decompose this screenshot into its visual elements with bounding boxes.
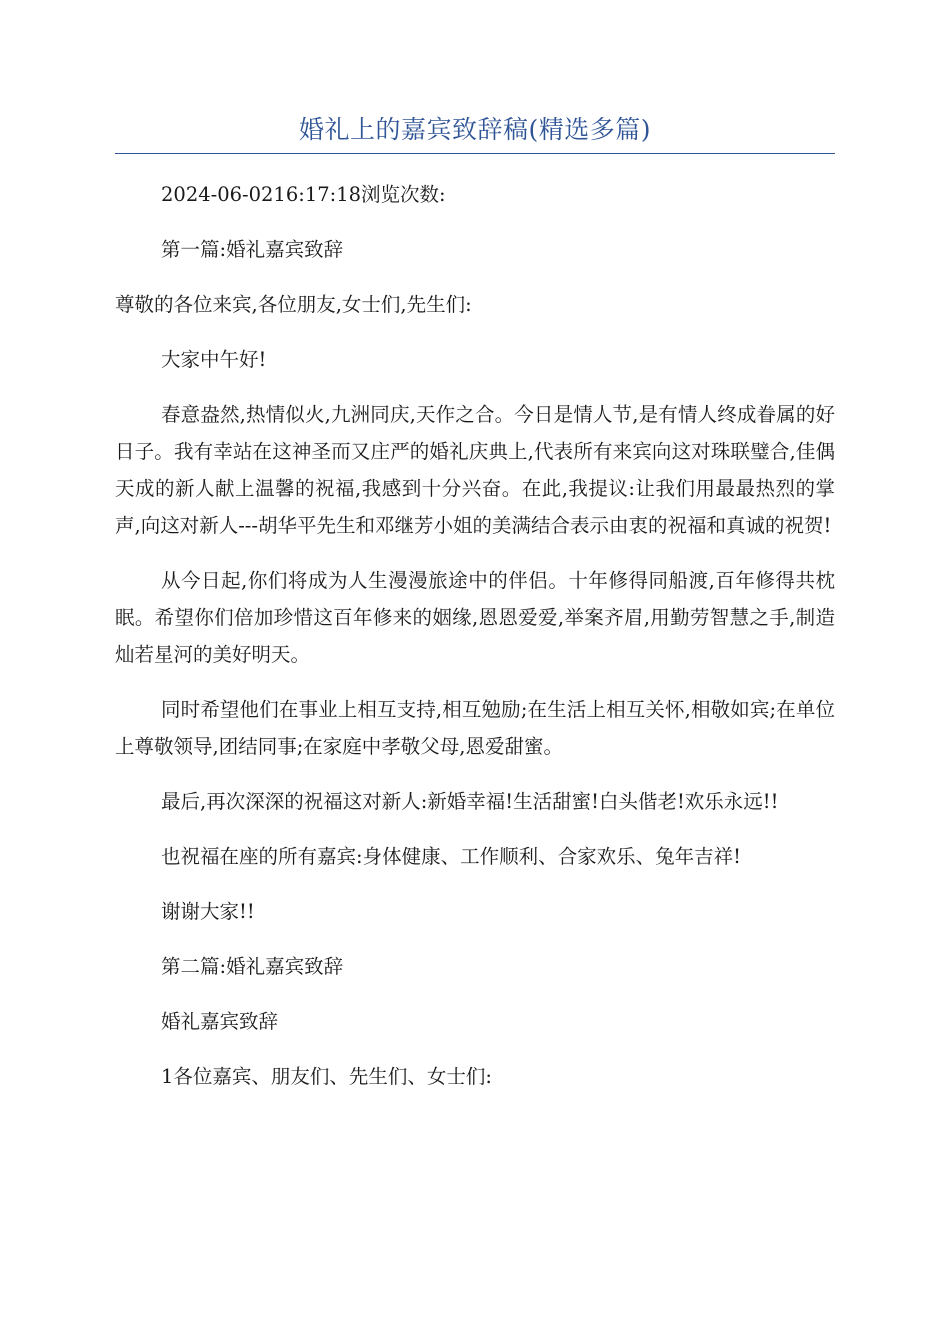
paragraph: 从今日起,你们将成为人生漫漫旅途中的伴侣。十年修得同船渡,百年修得共枕眠。希望你们倍加珍惜这百年修来的姻缘,恩恩爱爱,举案齐眉,用勤劳智慧之手,制造灿若星河的美好明天。 [115, 569, 835, 666]
paragraph: 婚礼嘉宾致辞 [161, 1010, 279, 1033]
paragraph: 谢谢大家!! [161, 900, 255, 923]
paragraph: 1各位嘉宾、朋友们、先生们、女士们: [161, 1065, 492, 1088]
paragraph: 第二篇:婚礼嘉宾致辞 [161, 955, 344, 978]
paragraph: 最后,再次深深的祝福这对新人:新婚幸福!生活甜蜜!白头偕老!欢乐永远!! [161, 790, 779, 813]
paragraph: 同时希望他们在事业上相互支持,相互勉励;在生活上相互关怀,相敬如宾;在单位上尊敬领导,团结同事;在家庭中孝敬父母,恩爱甜蜜。 [115, 698, 835, 758]
title-underline [115, 153, 835, 154]
document-body [115, 176, 835, 1113]
paragraph: 尊敬的各位来宾,各位朋友,女士们,先生们: [115, 293, 472, 316]
paragraph: 第一篇:婚礼嘉宾致辞 [161, 238, 344, 261]
paragraph: 也祝福在座的所有嘉宾:身体健康、工作顺利、合家欢乐、兔年吉祥! [161, 845, 741, 868]
document-meta: 2024-06-0216:17:18浏览次数: [161, 183, 446, 206]
paragraph: 大家中午好! [161, 348, 267, 371]
document-title: 婚礼上的嘉宾致辞稿(精选多篇) [298, 115, 651, 144]
paragraph: 春意盎然,热情似火,九洲同庆,天作之合。今日是情人节,是有情人终成眷属的好日子。我有幸站在这神圣而又庄严的婚礼庆典上,代表所有来宾向这对珠联璧合,佳偶天成的新人献上温馨的祝福,我感到十分兴奋。在此,我提议:让我们用最最热烈的掌声,向这对新人---胡华平先生和邓继芳小姐的美满结合表示由衷的祝福和真诚的祝贺! [115, 403, 835, 537]
